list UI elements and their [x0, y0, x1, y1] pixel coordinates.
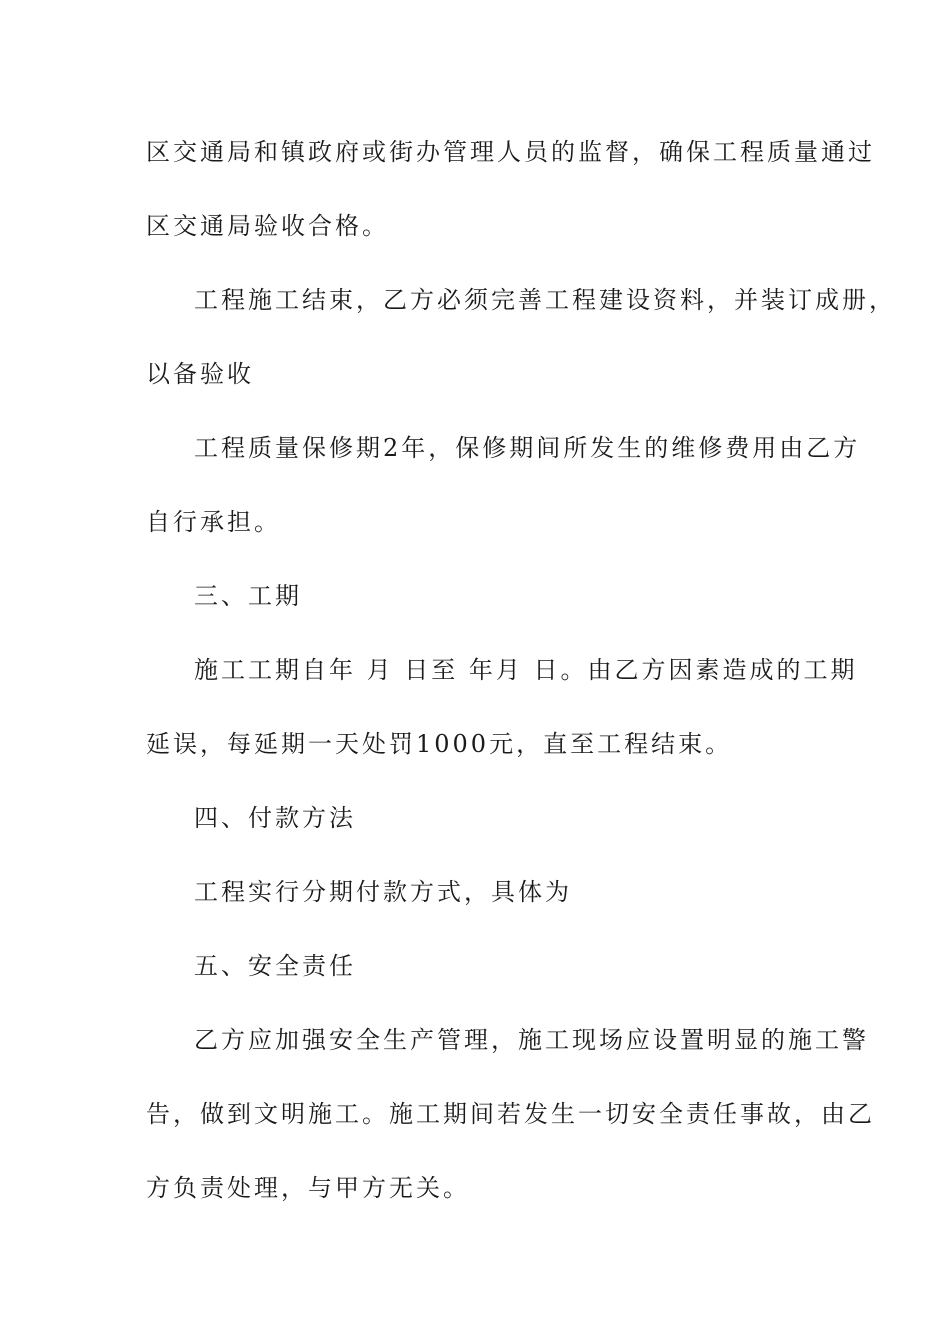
- paragraph-line: 延误，每延期一天处罚1000元，直至工程结束。: [146, 730, 733, 758]
- paragraph-line: 区交通局和镇政府或街办管理人员的监督，确保工程质量通过: [146, 138, 875, 166]
- paragraph-line: 以备验收: [146, 360, 254, 388]
- paragraph-line: 工程实行分期付款方式，具体为: [194, 878, 572, 906]
- paragraph-line: 工程施工结束，乙方必须完善工程建设资料，并装订成册，: [194, 286, 896, 314]
- section-heading: 四、付款方法: [194, 804, 356, 832]
- paragraph-line: 区交通局验收合格。: [146, 212, 389, 240]
- paragraph-line: 方负责处理，与甲方无关。: [146, 1174, 470, 1202]
- section-heading: 五、安全责任: [194, 952, 356, 980]
- section-heading: 三、工期: [194, 582, 302, 610]
- paragraph-line: 告，做到文明施工。施工期间若发生一切安全责任事故，由乙: [146, 1100, 875, 1128]
- paragraph-line: 乙方应加强安全生产管理，施工现场应设置明显的施工警: [194, 1026, 869, 1054]
- paragraph-line: 自行承担。: [146, 508, 281, 536]
- paragraph-line: 工程质量保修期2年，保修期间所发生的维修费用由乙方: [194, 434, 861, 462]
- paragraph-line: 施工工期自年 月 日至 年月 日。由乙方因素造成的工期: [194, 656, 858, 684]
